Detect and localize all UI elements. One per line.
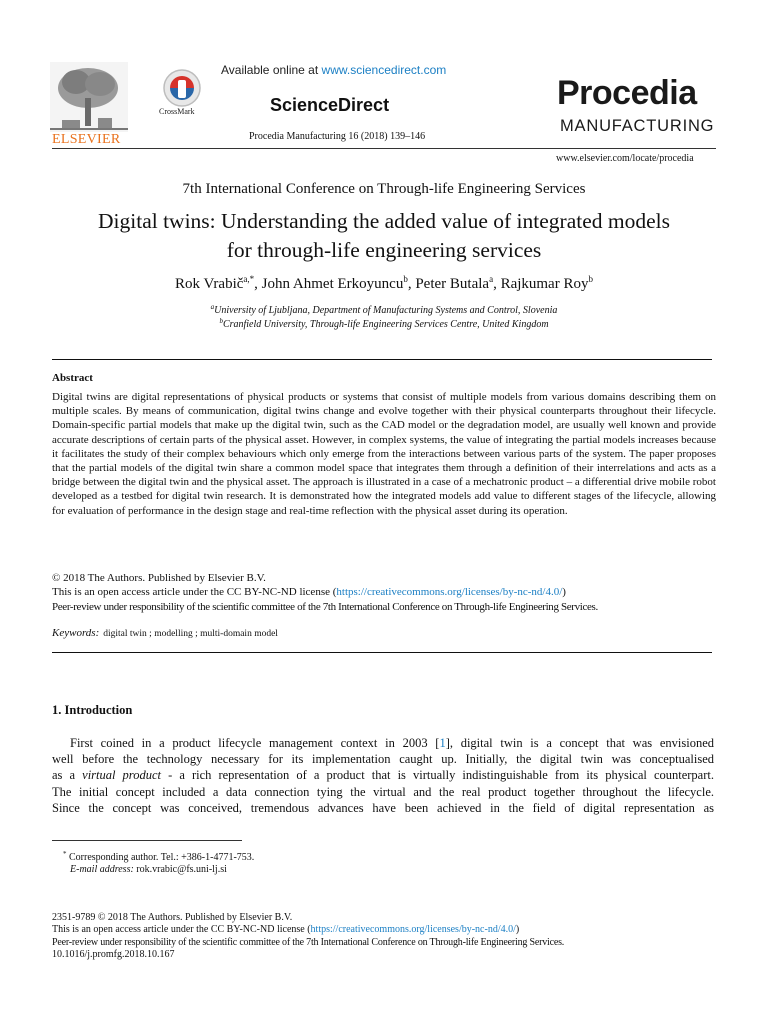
intro-text: as a — [52, 768, 83, 783]
keywords-values: digital twin ; modelling ; multi-domain model — [103, 629, 278, 639]
intro-emphasis: virtual product — [82, 768, 161, 783]
journal-url[interactable]: www.elsevier.com/locate/procedia — [556, 153, 694, 164]
footer-open-access-line — [52, 924, 722, 936]
footer-peer-review-line: Peer-review under responsibility of the scientific committee of the 7th International Conference on Through-life Engineering Services. — [52, 936, 565, 948]
open-access-suffix: ) — [515, 924, 520, 936]
keywords-label: Keywords: — [52, 627, 100, 639]
corresponding-author-footnote — [63, 850, 254, 863]
corresponding-text: Corresponding author. Tel.: +386-1-4771-753. — [66, 852, 255, 863]
sciencedirect-brand: ScienceDirect — [270, 95, 390, 115]
author-name: Peter Butala — [415, 276, 490, 292]
crossmark-label: CrossMark — [159, 107, 195, 116]
elsevier-wordmark: ELSEVIER — [52, 132, 121, 147]
intro-line-4: The initial concept included a data connection tying the virtual and the real product together throughout the lifecycle. — [52, 784, 714, 799]
license-link[interactable]: https://creativecommons.org/licenses/by-nc-nd/4.0/ — [336, 586, 563, 599]
author-affiliation-mark: a — [489, 274, 494, 284]
intro-line-5: Since the concept was conceived, tremendous advances have been achieved in the field of digital representation as — [52, 800, 714, 815]
author-name: Rok Vrabič — [175, 276, 244, 292]
abstract-bottom-rule — [52, 652, 712, 653]
email-label: E-mail address: — [70, 864, 134, 875]
intro-line-3 — [52, 767, 714, 783]
keywords-line — [52, 627, 278, 639]
journal-logo-procedia: Procedia — [557, 74, 697, 112]
section-heading-introduction: 1. Introduction — [52, 703, 133, 717]
abstract-heading: Abstract — [52, 372, 93, 384]
email-footnote — [70, 864, 227, 875]
open-access-suffix: ) — [562, 586, 566, 599]
affiliation-mark: b — [219, 317, 223, 325]
issn-line: 2351-9789 © 2018 The Authors. Published by Elsevier B.V. — [52, 912, 293, 923]
copyright-line: © 2018 The Authors. Published by Elsevier B.V. — [52, 572, 266, 584]
author-affiliation-mark: b — [588, 274, 593, 284]
paper-title-line-2: for through-life engineering services — [226, 238, 542, 262]
conference-name: 7th International Conference on Through-life Engineering Services — [182, 181, 586, 197]
affiliation-a — [52, 303, 716, 316]
author-separator: , — [407, 276, 416, 292]
affiliation-b — [52, 317, 716, 330]
journal-logo-manufacturing: MANUFACTURING — [560, 117, 715, 135]
email-address[interactable]: rok.vrabic@fs.uni-lj.si — [133, 864, 227, 875]
footer-license-link[interactable]: https://creativecommons.org/licenses/by-nc-nd/4.0/ — [310, 924, 516, 936]
abstract-text: Digital twins are digital representations of physical products or systems that consist of multiple models from various domains describing them on multiple scales. By means of communication, digital twins change and evolve together with their physical counterparts throughout their lifecycle. Domain-specific partial models that make up the digital twin, such as the CAD model or the degradation model, are usually well known and provide accurate descriptions of certain parts of the physical asset. However, in complex systems, the value of integrating the partial models increases because it facilitates the study of their complex behaviours which only emerge from the interactions between various parts of the system. The paper proposes that the partial models of the digital twin share a common model space that integrates them through a definition of their interrelations and acts as a bridge between the digital twin and the physical asset. The approach is illustrated in a case of a mechatronic product – a differential drive mobile robot developed as a testbed for digital twin research. It is demonstrated how the integrated models add value to different stages of the lifecycle, allowing for evaluation of performance in the design stage and real-time reflection with the physical asset during its operation. — [52, 391, 716, 517]
introduction-paragraph — [52, 735, 714, 816]
open-access-prefix: This is an open access article under the CC BY-NC-ND license ( — [52, 586, 337, 599]
citation-link-1[interactable]: 1 — [439, 736, 446, 750]
journal-citation: Procedia Manufacturing 16 (2018) 139–146 — [249, 131, 426, 142]
footnote-rule — [52, 840, 242, 841]
intro-line-1 — [52, 735, 714, 751]
author-name: John Ahmet Erkoyuncu — [261, 276, 404, 292]
intro-text: ], digital twin is a concept that was envisioned — [445, 736, 714, 750]
abstract-license-block — [52, 571, 732, 614]
open-access-line — [52, 585, 732, 599]
author-affiliation-mark: a,* — [243, 274, 255, 284]
intro-line-2: well before the technology necessary for its implementation caught up. Initially, the digital twin was conceptualised — [52, 752, 714, 767]
sciencedirect-link[interactable]: www.sciencedirect.com — [321, 63, 447, 77]
doi-line[interactable]: 10.1016/j.promfg.2018.10.167 — [52, 949, 175, 961]
author-separator: , — [493, 276, 501, 292]
intro-text: - a rich representation of a product that is virtually indistinguishable from its physical counterpart. — [160, 768, 714, 783]
author-name: Rajkumar Roy — [500, 276, 589, 292]
author-affiliation-mark: b — [403, 274, 408, 284]
intro-text: First coined in a product lifecycle management context in 2003 [ — [70, 736, 440, 750]
page-footer — [52, 912, 722, 962]
affiliation-text: Cranfield University, Through-life Engineering Services Centre, United Kingdom — [222, 319, 549, 330]
peer-review-line: Peer-review under responsibility of the scientific committee of the 7th International Conference on Through-life Engineering Services. — [52, 600, 598, 613]
header-divider — [52, 148, 716, 149]
affiliation-mark: a — [210, 303, 215, 311]
paper-title-line-1: Digital twins: Understanding the added value of integrated models — [98, 209, 670, 233]
author-separator: , — [254, 276, 262, 292]
available-online-line — [221, 63, 446, 77]
available-prefix: Available online at — [221, 63, 322, 77]
open-access-prefix: This is an open access article under the CC BY-NC-ND license ( — [52, 924, 311, 936]
affiliation-text: University of Ljubljana, Department of Manufacturing Systems and Control, Slovenia — [214, 305, 558, 316]
footnote-marker: * — [63, 850, 67, 858]
abstract-top-rule — [52, 359, 712, 360]
author-list — [52, 274, 716, 293]
